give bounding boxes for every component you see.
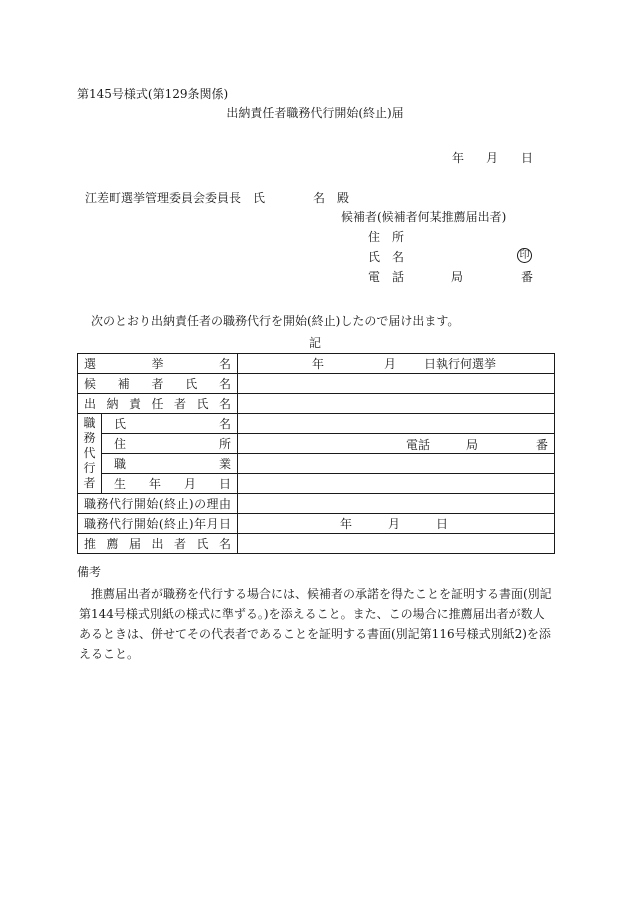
treasurer-name-field[interactable] (238, 394, 555, 414)
reason-label: 職務代行開始(終止)の理由 (78, 494, 238, 514)
acting-date-field[interactable]: 年 月 日 (238, 514, 555, 534)
candidate-phone-label: 電 話 (368, 270, 405, 284)
table-row (78, 414, 555, 434)
intro-text: 次のとおり出納責任者の職務代行を開始(終止)したので届け出ます。 (91, 314, 460, 328)
date-year-label: 年 (452, 151, 465, 165)
candidate-address-label: 住 所 (368, 230, 405, 244)
table-row (78, 454, 555, 474)
table-row (78, 354, 555, 374)
recommender-name-field[interactable] (238, 534, 555, 554)
acting-name-field[interactable] (238, 414, 555, 434)
acting-occupation-label: 職業 (102, 454, 238, 474)
acting-name-label: 氏名 (102, 414, 238, 434)
table-row (78, 514, 555, 534)
election-label: 選挙名 (78, 354, 238, 374)
table-row (78, 394, 555, 414)
acting-address-label: 住所 (102, 434, 238, 454)
table-row (78, 374, 555, 394)
acting-address-field[interactable]: 電話 局 番 (238, 434, 555, 454)
addressee: 江差町選挙管理委員会委員長 氏 名 殿 (85, 191, 350, 205)
candidate-name-row-label: 候補者氏名 (78, 374, 238, 394)
acting-birthdate-field[interactable] (238, 474, 555, 494)
candidate-name-field[interactable] (238, 374, 555, 394)
treasurer-name-label: 出納責任者氏名 (78, 394, 238, 414)
document-title: 出納責任者職務代行開始(終止)届 (226, 106, 404, 120)
table-row (78, 534, 555, 554)
table-row (78, 474, 555, 494)
form-number: 第145号様式(第129条関係) (77, 87, 229, 101)
seal-icon: 印 (517, 248, 532, 263)
recommender-name-label: 推薦届出者氏名 (78, 534, 238, 554)
candidate-label: 候補者(候補者何某推薦届出者) (341, 210, 507, 224)
table-row (78, 434, 555, 454)
form-table (77, 353, 555, 554)
notes-text: 推薦届出者が職務を代行する場合には、候補者の承諾を得たことを証明する書面(別記第144号様式別紙の様式に準ずる。)を添えること。また、この場合に推薦届出者が数人あるときは、併せてその代表者であることを証明する書面(別記第116号様式別紙2)を添えること。 (79, 587, 552, 661)
table-row (78, 494, 555, 514)
date-day-label: 日 (521, 151, 534, 165)
acting-date-label: 職務代行開始(終止)年月日 (78, 514, 238, 534)
election-value: 年 月 日執行何選挙 (238, 354, 555, 374)
ki-heading: 記 (308, 336, 321, 350)
candidate-phone-ban: 番 (521, 270, 534, 284)
notes-body (79, 584, 555, 664)
acting-person-label: 職 務 代 行 者 (78, 414, 102, 494)
reason-field[interactable] (238, 494, 555, 514)
acting-occupation-field[interactable] (238, 454, 555, 474)
date-month-label: 月 (486, 151, 499, 165)
acting-birthdate-label: 生年月日 (102, 474, 238, 494)
candidate-name-label: 氏 名 (368, 250, 405, 264)
notes-heading: 備考 (77, 565, 102, 579)
candidate-phone-kyoku: 局 (451, 270, 464, 284)
